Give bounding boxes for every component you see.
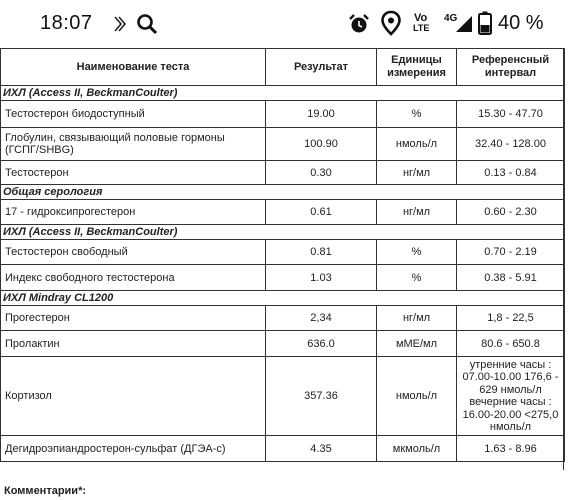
test-reference: 0.38 - 5.91 (457, 265, 565, 291)
volte-label-top: Vo (414, 12, 428, 24)
table-row (1, 357, 565, 436)
alarm-icon (348, 13, 370, 40)
test-result: 0.61 (266, 200, 377, 225)
test-reference: 0.70 - 2.19 (457, 240, 565, 265)
test-name: Тестостерон (1, 161, 266, 185)
test-reference: 0.60 - 2.30 (457, 200, 565, 225)
test-reference: 32.40 - 128.00 (457, 128, 565, 161)
table-row (1, 161, 565, 185)
status-time: 18:07 (40, 12, 93, 34)
test-units: % (377, 265, 457, 291)
test-units: нмоль/л (377, 128, 457, 161)
test-result: 2,34 (266, 306, 377, 331)
table-row (1, 306, 565, 331)
group-title: ИХЛ (Access II, BeckmanCoulter) (1, 86, 565, 101)
test-name: Глобулин, связывающий половые гормоны (ГСПГ/SHBG) (1, 128, 266, 161)
header-units: Единицы измерения (377, 49, 457, 86)
test-result: 357.36 (266, 357, 377, 436)
table-row (1, 101, 565, 128)
header-reference: Референсный интервал (457, 49, 565, 86)
test-name: Дегидроэпиандростерон-сульфат (ДГЭА-с) (1, 436, 266, 462)
signal-icon (442, 12, 474, 36)
battery-icon (478, 11, 492, 40)
test-name: Прогестерон (1, 306, 266, 331)
battery-percent: 40 % (498, 12, 544, 34)
test-name: Пролактин (1, 331, 266, 357)
status-bar (0, 0, 572, 48)
test-units: % (377, 240, 457, 265)
group-title: ИХЛ (Access II, BeckmanCoulter) (1, 225, 565, 240)
test-units: нг/мл (377, 306, 457, 331)
volte-icon (412, 12, 434, 36)
test-name: Тестостерон свободный (1, 240, 266, 265)
search-icon[interactable] (136, 13, 158, 40)
group-header (1, 86, 565, 101)
test-reference: утренние часы : 07.00-10.00 176,6 - 629 нмоль/л вечерние часы : 16.00-20.00 <275,0 нмоль/л (457, 357, 565, 436)
test-result: 0.81 (266, 240, 377, 265)
table-row (1, 200, 565, 225)
network-type-label: 4G (444, 13, 458, 24)
test-units: нг/мл (377, 161, 457, 185)
lab-results-document (0, 48, 572, 500)
test-result: 100.90 (266, 128, 377, 161)
cast-icon (112, 14, 132, 39)
table-edge-column (563, 48, 572, 470)
comments-label: Комментарии*: (4, 485, 87, 497)
test-units: нг/мл (377, 200, 457, 225)
test-reference: 15.30 - 47.70 (457, 101, 565, 128)
table-row (1, 331, 565, 357)
header-result: Результат (266, 49, 377, 86)
table-row (1, 240, 565, 265)
test-reference: 1,8 - 22,5 (457, 306, 565, 331)
results-table (0, 48, 565, 462)
test-result: 636.0 (266, 331, 377, 357)
header-test-name: Наименование теста (1, 49, 266, 86)
test-units: нмоль/л (377, 357, 457, 436)
test-result: 19.00 (266, 101, 377, 128)
test-result: 1.03 (266, 265, 377, 291)
volte-label-bottom: LTE (413, 23, 430, 33)
location-icon (381, 10, 401, 41)
group-header (1, 185, 565, 200)
test-name: Индекс свободного тестостерона (1, 265, 266, 291)
test-name: Тестостерон биодоступный (1, 101, 266, 128)
test-units: % (377, 101, 457, 128)
table-header-row (1, 49, 565, 86)
group-title: Общая серология (1, 185, 565, 200)
test-reference: 1.63 - 8.96 (457, 436, 565, 462)
test-units: мМЕ/мл (377, 331, 457, 357)
test-result: 0.30 (266, 161, 377, 185)
group-header (1, 225, 565, 240)
table-row (1, 436, 565, 462)
group-header (1, 291, 565, 306)
table-row (1, 128, 565, 161)
test-name: Кортизол (1, 357, 266, 436)
test-reference: 80.6 - 650.8 (457, 331, 565, 357)
group-title: ИХЛ Mindray CL1200 (1, 291, 565, 306)
test-reference: 0.13 - 0.84 (457, 161, 565, 185)
table-row (1, 265, 565, 291)
test-result: 4.35 (266, 436, 377, 462)
test-units: мкмоль/л (377, 436, 457, 462)
test-name: 17 - гидроксипрогестерон (1, 200, 266, 225)
